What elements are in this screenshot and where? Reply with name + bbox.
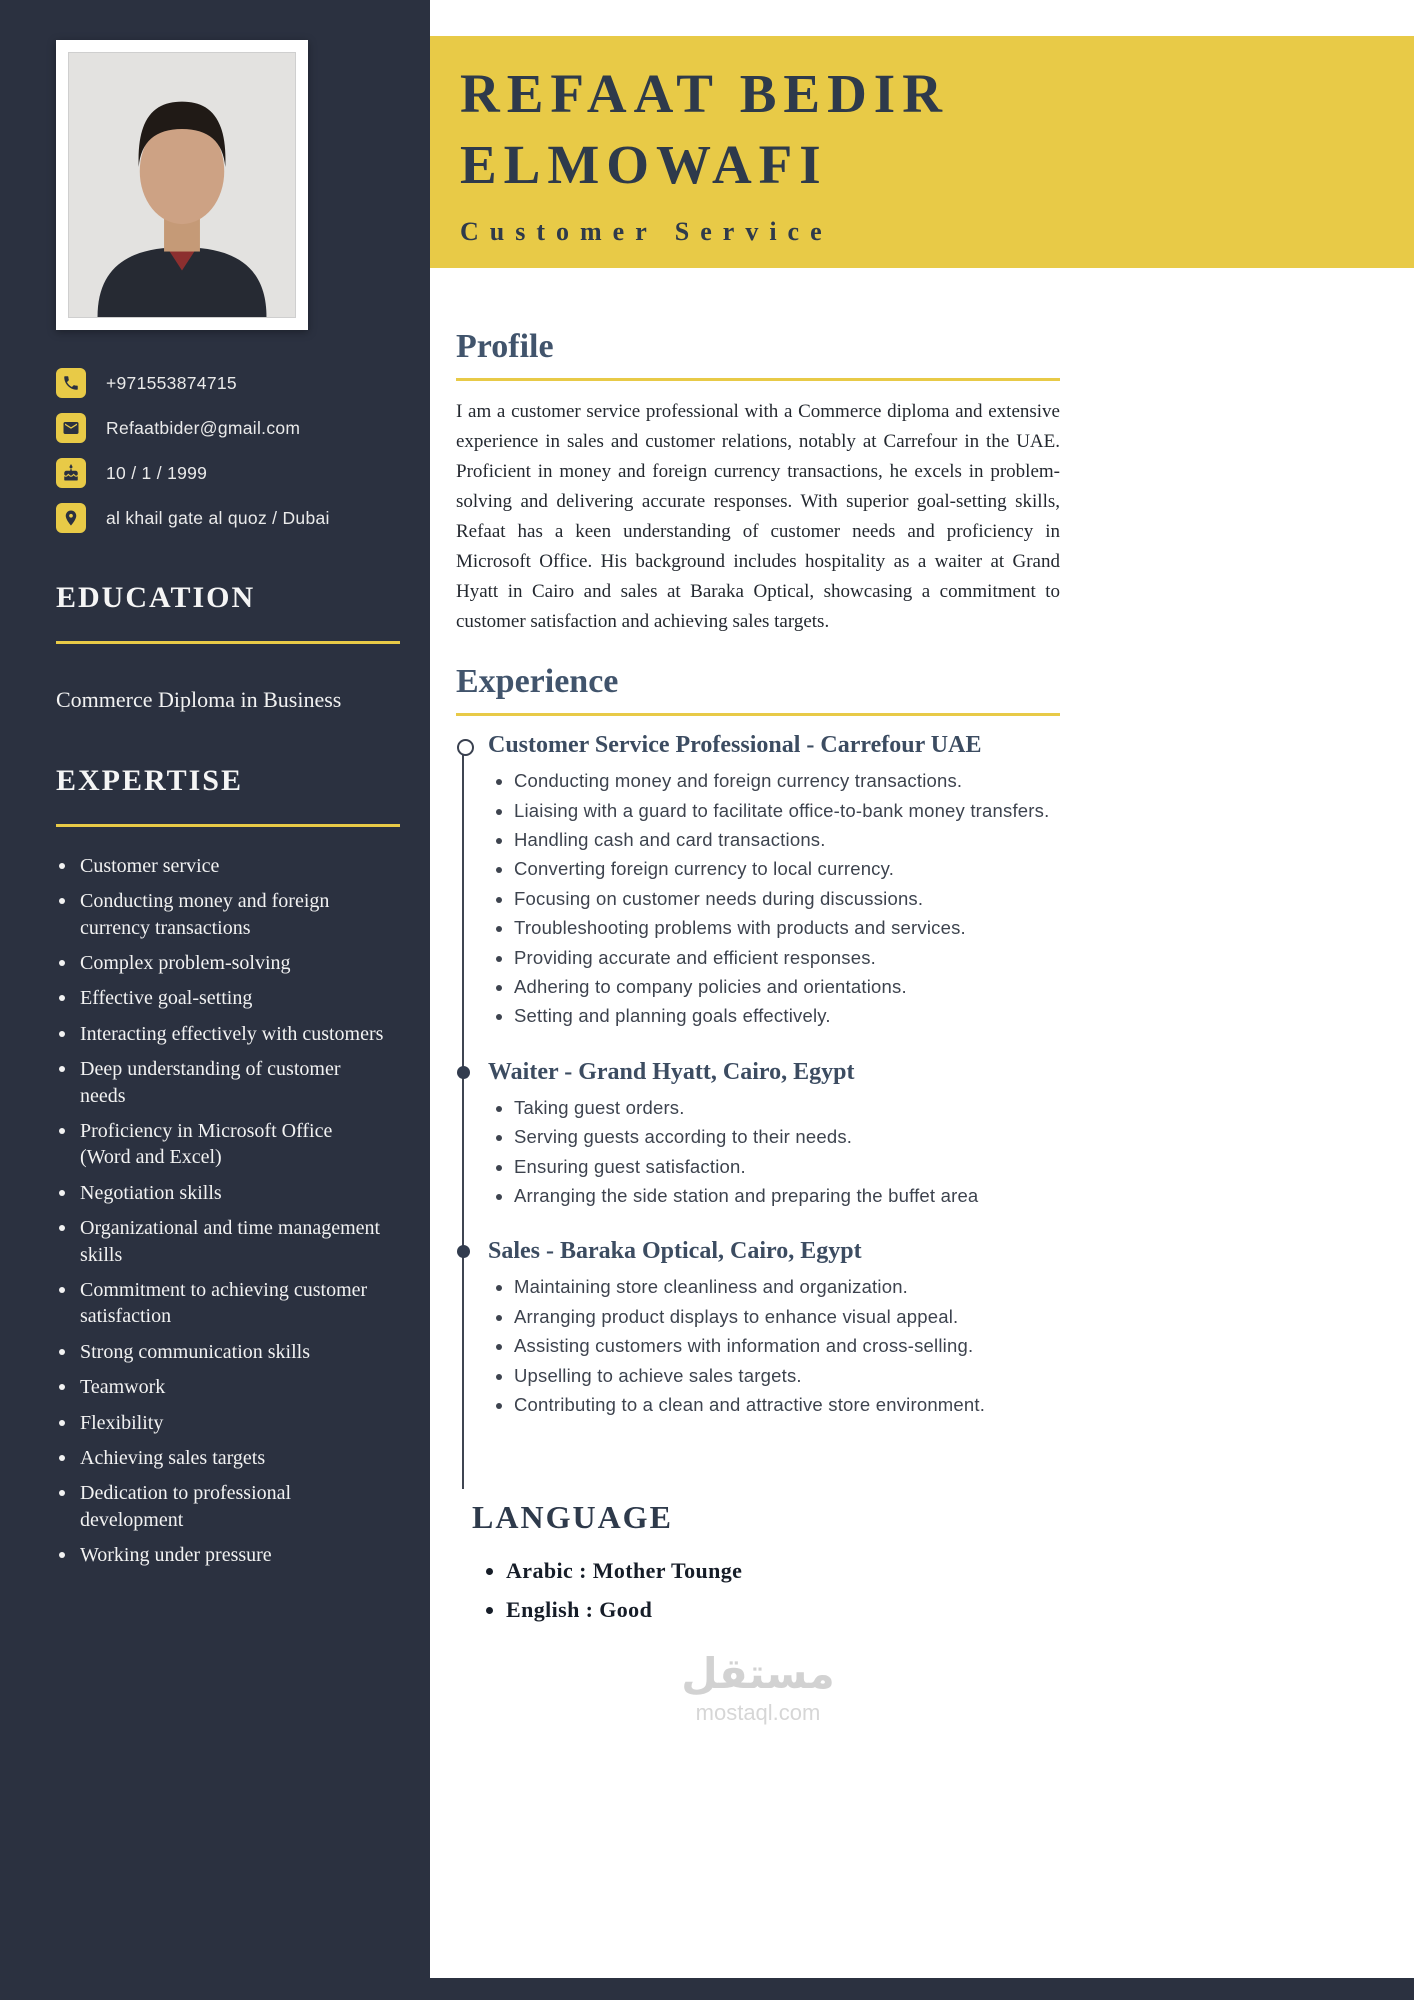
candidate-name-line1: REFAAT BEDIR xyxy=(460,62,949,124)
job-bullet: • Contributing to a clean and attractive store environment. xyxy=(514,1393,1060,1417)
watermark xyxy=(456,1649,1060,1726)
main-column xyxy=(430,0,1414,2000)
expertise-item: Organizational and time management skills xyxy=(56,1215,386,1268)
address-value: al khail gate al quoz / Dubai xyxy=(106,507,330,528)
job-title: Sales - Baraka Optical, Cairo, Egypt xyxy=(488,1238,862,1265)
job-bullet: • Providing accurate and efficient responses. xyxy=(514,946,1060,970)
phone-number: +971553874715 xyxy=(106,372,237,393)
expertise-list xyxy=(56,853,386,1569)
job-bullet-list xyxy=(488,769,1060,1029)
job-bullet: • Taking guest orders. xyxy=(514,1096,1060,1120)
contact-row-birthdate xyxy=(56,458,402,488)
bottom-bar xyxy=(0,1978,1414,2000)
expertise-item: Commitment to achieving customer satisfaction xyxy=(56,1277,386,1330)
expertise-item: Dedication to professional development xyxy=(56,1480,386,1533)
phone-icon xyxy=(56,368,86,398)
contact-list xyxy=(56,368,402,533)
email-icon xyxy=(56,413,86,443)
expertise-item: Deep understanding of customer needs xyxy=(56,1056,386,1109)
expertise-item: Interacting effectively with customers xyxy=(56,1021,386,1047)
profile-summary: I am a customer service professional with a Commerce diploma and extensive experience in sales and customer relations, notably at Carrefour in the UAE. Proficient in money and foreign currency transactions, he excels in problem-solving and delivering accurate responses. With superior goal-setting skills, Refaat has a keen understanding of customer needs and proficiency in Microsoft Office. His background includes hospitality as a waiter at Grand Hyatt in Cairo and sales at Baraka Optical, showcasing a commitment to customer satisfaction and achieving sales targets. xyxy=(456,401,1060,633)
expertise-item: Complex problem-solving xyxy=(56,950,386,976)
job-bullet-list xyxy=(488,1275,1060,1417)
job-bullet: • Troubleshooting problems with products and services. xyxy=(514,916,1060,940)
education-underline xyxy=(56,641,400,644)
profile-section xyxy=(456,328,1060,637)
job-bullet: • Serving guests according to their needs. xyxy=(514,1125,1060,1149)
main-content xyxy=(456,328,1060,1726)
job-entry xyxy=(488,732,1060,1029)
expertise-item: Conducting money and foreign currency transactions xyxy=(56,888,386,941)
job-bullet: • Liaising with a guard to facilitate office-to-bank money transfers. xyxy=(514,799,1060,823)
contact-row-phone xyxy=(56,368,402,398)
contact-row-email xyxy=(56,413,402,443)
expertise-item: Effective goal-setting xyxy=(56,985,386,1011)
expertise-heading: EXPERTISE xyxy=(56,763,243,797)
expertise-underline xyxy=(56,824,400,827)
location-pin-icon xyxy=(56,503,86,533)
job-bullet: • Arranging the side station and preparing the buffet area xyxy=(514,1184,1060,1208)
job-bullet: • Ensuring guest satisfaction. xyxy=(514,1155,1060,1179)
expertise-item: Negotiation skills xyxy=(56,1180,386,1206)
job-bullet: • Arranging product displays to enhance visual appeal. xyxy=(514,1305,1060,1329)
watermark-site-name: mostaql.com xyxy=(695,1700,821,1726)
job-bullet: • Upselling to achieve sales targets. xyxy=(514,1364,1060,1388)
education-list xyxy=(56,684,402,716)
job-title: Waiter - Grand Hyatt, Cairo, Egypt xyxy=(488,1058,855,1085)
email-address: Refaatbider@gmail.com xyxy=(106,417,301,438)
language-item: • Arabic : Mother Tounge xyxy=(506,1558,1060,1584)
job-role-subtitle: Customer Service xyxy=(460,216,833,246)
job-bullet: • Converting foreign currency to local currency. xyxy=(514,857,1060,881)
expertise-item: Flexibility xyxy=(56,1410,386,1436)
contact-row-address xyxy=(56,503,402,533)
candidate-name-line2: ELMOWAFI xyxy=(460,134,828,195)
expertise-item: Working under pressure xyxy=(56,1542,386,1568)
education-heading: EDUCATION xyxy=(56,581,256,614)
experience-section xyxy=(456,663,1060,1489)
job-bullet: • Focusing on customer needs during discussions. xyxy=(514,887,1060,911)
profile-photo-illustration xyxy=(68,52,296,318)
job-title: Customer Service Professional - Carrefour UAE xyxy=(488,732,982,759)
language-section xyxy=(456,1499,1060,1623)
experience-heading: Experience xyxy=(456,663,619,701)
job-bullet: • Maintaining store cleanliness and organization. xyxy=(514,1275,1060,1299)
experience-timeline xyxy=(456,732,1060,1489)
language-item: • English : Good xyxy=(506,1597,1060,1623)
job-entry xyxy=(488,1238,1060,1417)
language-heading: LANGUAGE xyxy=(472,1499,673,1536)
language-list xyxy=(472,1558,1060,1623)
profile-heading: Profile xyxy=(456,328,554,365)
sidebar xyxy=(0,0,430,2000)
job-bullet: • Adhering to company policies and orientations. xyxy=(514,975,1060,999)
expertise-item: Proficiency in Microsoft Office (Word and Excel) xyxy=(56,1118,386,1171)
birthday-cake-icon xyxy=(56,458,86,488)
job-entry xyxy=(488,1059,1060,1209)
candidate-name xyxy=(460,58,1414,201)
watermark-arabic-logo: مستقل xyxy=(681,1649,835,1699)
header-band xyxy=(430,36,1414,268)
job-bullet-list xyxy=(488,1096,1060,1209)
job-bullet: • Handling cash and card transactions. xyxy=(514,828,1060,852)
expertise-item: Strong communication skills xyxy=(56,1339,386,1365)
expertise-item: Achieving sales targets xyxy=(56,1445,386,1471)
education-item: Commerce Diploma in Business xyxy=(56,687,342,712)
expertise-item: Customer service xyxy=(56,853,386,879)
job-bullet: • Conducting money and foreign currency transactions. xyxy=(514,769,1060,793)
experience-underline xyxy=(456,713,1060,716)
profile-photo xyxy=(56,40,308,330)
profile-underline xyxy=(456,378,1060,381)
job-bullet: • Assisting customers with information and cross-selling. xyxy=(514,1334,1060,1358)
job-bullet: • Setting and planning goals effectively. xyxy=(514,1004,1060,1028)
expertise-item: Teamwork xyxy=(56,1374,386,1400)
birthdate-value: 10 / 1 / 1999 xyxy=(106,462,208,483)
